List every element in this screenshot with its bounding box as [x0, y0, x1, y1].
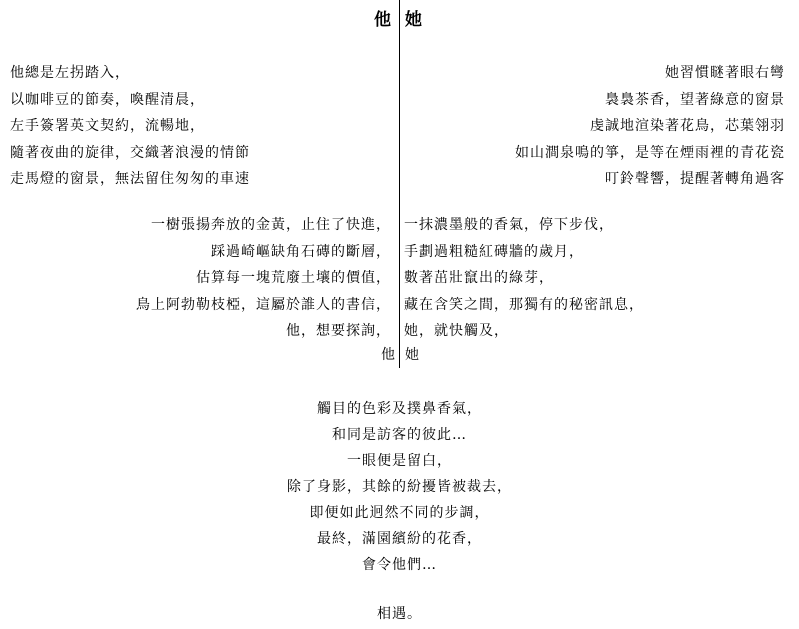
foot-he: 他 — [381, 347, 395, 363]
closing-line: 一眼便是留白， — [347, 453, 452, 469]
she-turn-line: 藏在含笑之間，那獨有的秘密訊息， — [404, 296, 644, 313]
she-turn-line: 一抹濃墨般的香氣，停下步伐， — [404, 217, 614, 233]
he-intro-line: 隨著夜曲的旋律，交織著浪漫的情節 — [10, 144, 250, 161]
closing-line: 會令他們… — [362, 557, 437, 573]
final-line: 相遇。 — [377, 606, 422, 622]
title-he: 他 — [374, 10, 393, 30]
she-turn-stanza — [404, 212, 784, 345]
he-intro-line: 走馬燈的窗景，無法留住匆匆的車速 — [10, 171, 250, 187]
she-intro-line: 她習慣瞇著眼右彎 — [665, 65, 785, 81]
she-turn-line: 她，就快觸及， — [404, 323, 509, 339]
he-turn-line: 鳥上阿勃勒枝椏，這屬於誰人的書信， — [136, 296, 391, 313]
he-turn-line: 一樹張揚奔放的金黃，止住了快進， — [151, 217, 391, 233]
center-divider — [399, 0, 400, 368]
she-turn-line: 手劃過粗糙紅磚牆的歲月， — [404, 243, 584, 260]
he-intro-stanza — [10, 60, 390, 193]
closing-line: 即便如此迥然不同的步調， — [309, 505, 490, 521]
closing-line: 除了身影，其餘的紛擾皆被裁去， — [287, 479, 512, 495]
he-intro-line: 以咖啡豆的節奏，喚醒清晨， — [10, 91, 205, 108]
he-turn-line: 他，想要探詢， — [286, 323, 391, 339]
she-turn-line: 數著茁壯竄出的綠芽， — [404, 270, 554, 286]
he-turn-line: 踩過崎嶇缺角石磚的斷層， — [211, 243, 391, 260]
she-intro-line: 如山澗泉鳴的箏，是等在煙雨裡的青花瓷 — [515, 144, 785, 161]
he-intro-line: 他總是左拐踏入， — [10, 65, 130, 81]
he-turn-stanza — [0, 212, 391, 345]
foot-she: 她 — [405, 347, 419, 363]
she-intro-line: 裊裊茶香，望著綠意的窗景 — [605, 91, 785, 108]
closing-line: 觸目的色彩及撲鼻香氣， — [317, 401, 482, 417]
she-intro-line: 虔誠地渲染著花鳥，芯葉翎羽 — [590, 118, 785, 134]
she-intro-stanza — [405, 60, 785, 193]
closing-line: 和同是訪客的彼此… — [332, 427, 467, 443]
closing-stanza — [0, 396, 799, 578]
title-she: 她 — [405, 10, 424, 30]
she-intro-line: 叮鈴聲響，提醒著轉角過客 — [605, 171, 785, 187]
he-turn-line: 估算每一塊荒廢土壤的價值， — [196, 270, 391, 286]
closing-line: 最終，滿園繽紛的花香， — [317, 531, 482, 547]
he-intro-line: 左手簽署英文契約，流暢地， — [10, 118, 205, 134]
